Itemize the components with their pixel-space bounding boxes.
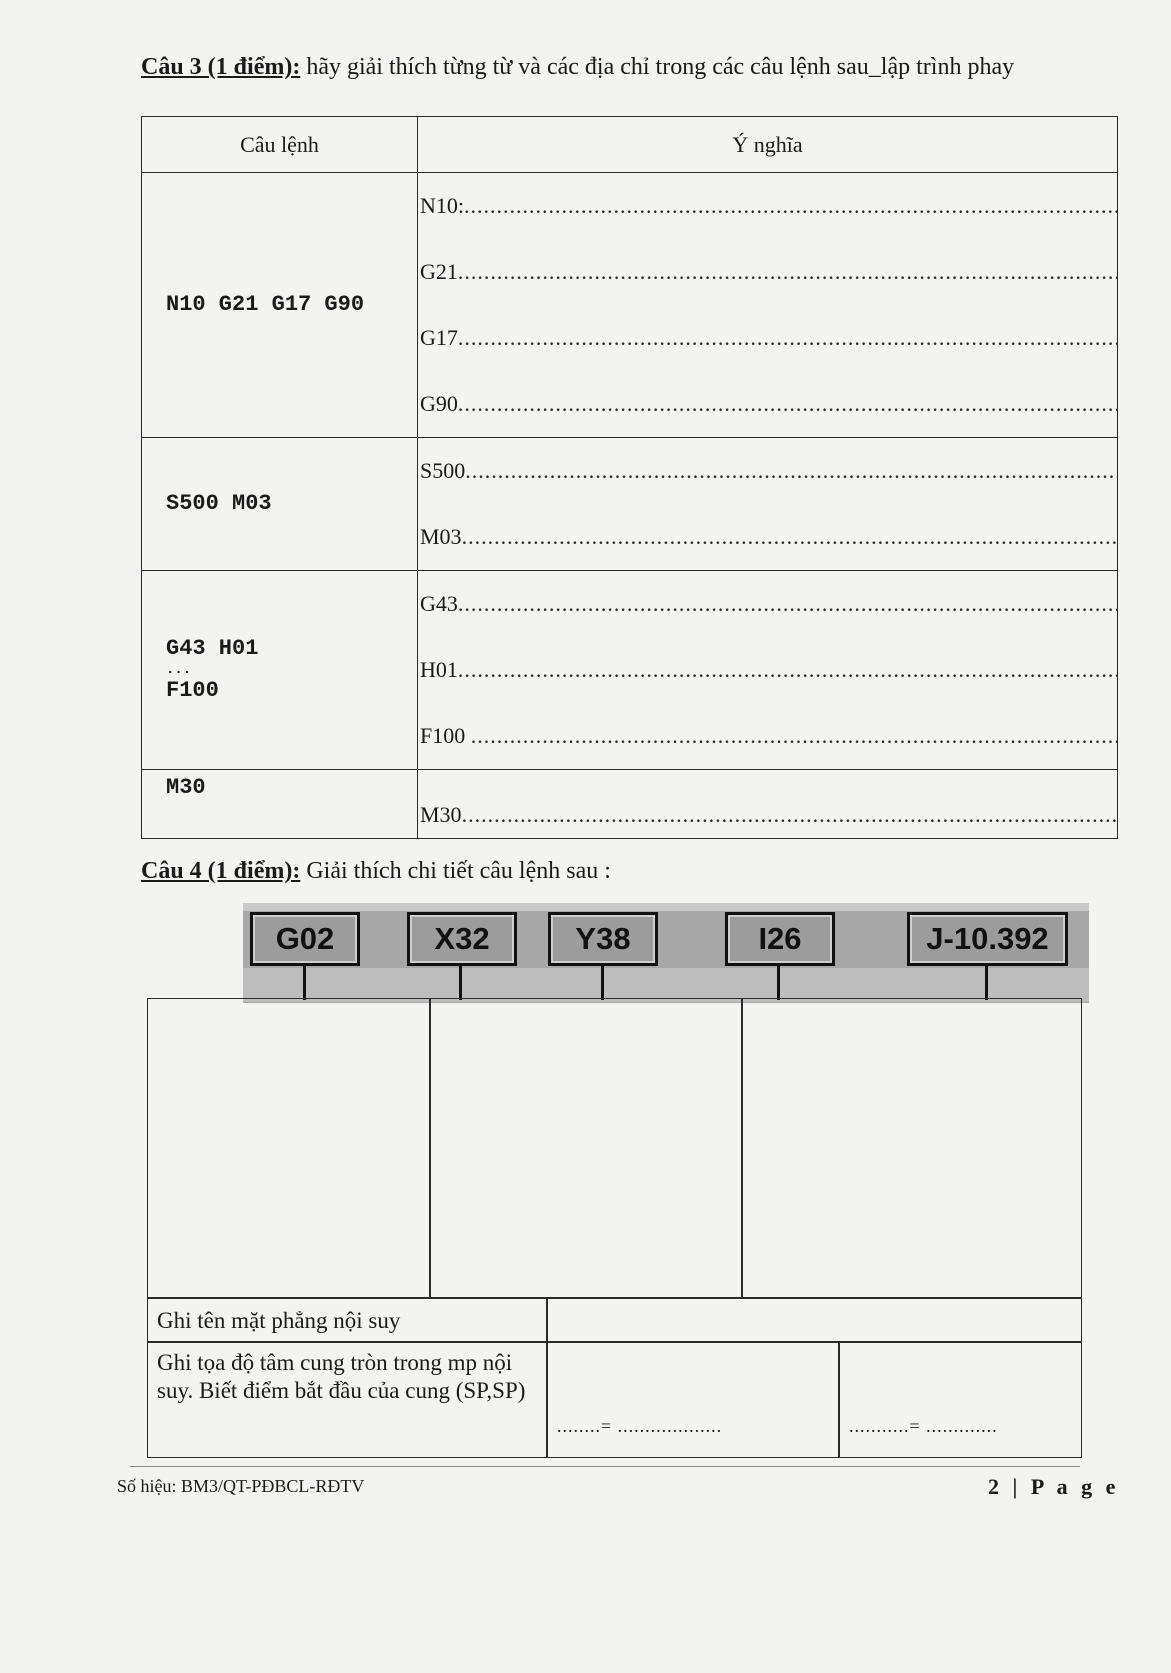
gcode-word: G02 [250, 912, 360, 966]
answer-line[interactable] [418, 637, 1117, 703]
q3-label: Câu 3 (1 điểm): [141, 54, 301, 80]
q3-heading [141, 52, 1091, 82]
grid-divider [147, 1297, 1082, 1299]
grid-divider [741, 998, 743, 1298]
document-code: Số hiệu: BM3/QT-PĐBCL-RĐTV [117, 1476, 365, 1496]
grid-divider [546, 1297, 548, 1457]
meaning-label: H01 [420, 657, 458, 682]
answer-line[interactable] [418, 770, 1117, 838]
q3-table [141, 116, 1118, 839]
gcode-pointer [459, 963, 462, 1000]
meaning-label: G17 [420, 325, 458, 350]
answer-line[interactable] [418, 703, 1117, 769]
answer-line[interactable] [418, 239, 1117, 305]
explain-box-coordinates[interactable] [432, 1001, 740, 1295]
center-fill-second[interactable]: ...........= ............. [849, 1416, 998, 1436]
gcode-word: J-10.392 [907, 912, 1068, 966]
command-cell [142, 173, 418, 438]
meaning-label: G43 [420, 591, 458, 616]
col-header-meaning: Ý nghĩa [418, 117, 1118, 173]
footer-rule [130, 1466, 1080, 1467]
plane-label: Ghi tên mặt phẳng nội suy [157, 1308, 401, 1333]
explain-box-center[interactable] [744, 1001, 1078, 1295]
gcode-word: Y38 [548, 912, 658, 966]
command-line: M30 [166, 775, 206, 800]
gcode-word: I26 [725, 912, 835, 966]
meaning-label: M03 [420, 524, 462, 549]
gcode-strip-highlight [243, 903, 1089, 911]
meaning-label: M30 [420, 802, 462, 827]
meaning-label: N10: [420, 193, 464, 218]
meaning-label: S500 [420, 458, 466, 483]
q4-instruction: Giải thích chi tiết câu lệnh sau : [300, 858, 611, 884]
gcode-pointer [601, 963, 604, 1000]
center-fill-first[interactable]: ........= ................... [557, 1416, 723, 1436]
command-line: ... [166, 662, 192, 678]
explain-box-g02[interactable] [150, 1001, 428, 1295]
answer-line[interactable] [418, 305, 1117, 371]
meaning-label: G21 [420, 259, 458, 284]
command-line: S500 M03 [166, 491, 272, 516]
answer-line[interactable] [418, 504, 1117, 570]
q3-instruction: hãy giải thích từng từ và các địa chỉ trong các câu lệnh sau_lập trình phay [300, 54, 1015, 80]
command-cell [142, 438, 418, 571]
command-cell [142, 571, 418, 770]
meaning-label: F100 [420, 723, 471, 748]
gcode-pointer [777, 963, 780, 1000]
answer-line[interactable] [418, 438, 1117, 504]
q4-heading [141, 858, 611, 885]
meaning-label: G90 [420, 391, 458, 416]
answer-line[interactable] [418, 371, 1117, 437]
col-header-command: Câu lệnh [142, 117, 418, 173]
meaning-cell [418, 173, 1118, 438]
q4-label: Câu 4 (1 điểm): [141, 858, 301, 884]
page-number: 2 | P a g e [988, 1474, 1120, 1499]
gcode-word: X32 [407, 912, 517, 966]
gcode-pointer [985, 963, 988, 1000]
gcode-strip-base [243, 968, 1089, 1002]
grid-divider [147, 1341, 1082, 1343]
answer-line[interactable] [418, 571, 1117, 637]
gcode-pointer [303, 963, 306, 1000]
answer-line[interactable] [418, 173, 1117, 239]
center-label: Ghi tọa độ tâm cung tròn trong mp nội suy. Biết điểm bắt đầu của cung (SP,SP) [157, 1350, 526, 1403]
grid-divider [838, 1341, 840, 1457]
meaning-cell [418, 770, 1118, 839]
plane-answer-field[interactable] [549, 1300, 1079, 1340]
meaning-cell [418, 438, 1118, 571]
meaning-cell [418, 571, 1118, 770]
grid-divider [429, 998, 431, 1298]
command-line: G43 H01 [166, 636, 259, 661]
command-line: F100 [166, 678, 219, 703]
command-cell [142, 770, 418, 839]
command-line: N10 G21 G17 G90 [166, 292, 365, 317]
